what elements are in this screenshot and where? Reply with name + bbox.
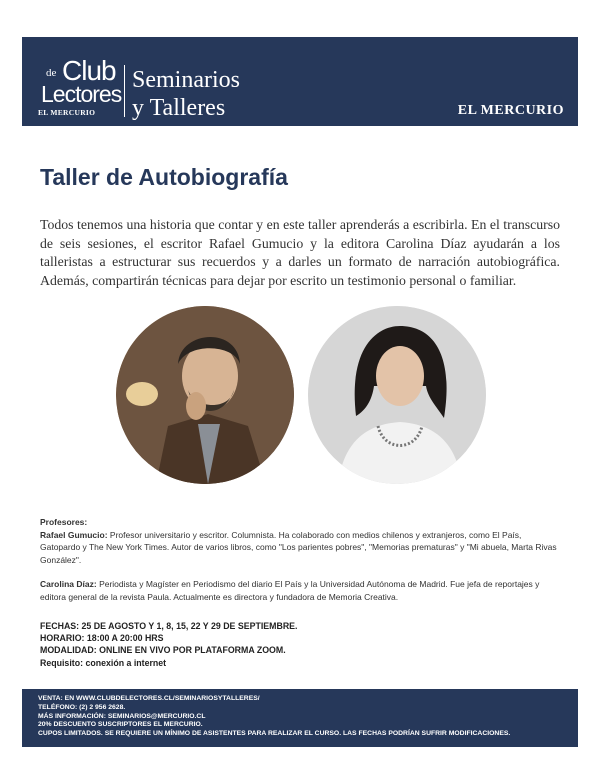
- profesor-bio: Profesor universitario y escritor. Columnista. Ha colaborado con medios chilenos y extranjeros, como El País, Gatopardo y The New York Times. Autor de varios libros, como "Los parientes pobres", "Memorias prematuras" y "Mi abuela, Marta Rivas González".: [40, 529, 557, 565]
- fechas-text: FECHAS: 25 DE AGOSTO Y 1, 8, 15, 22 Y 29 DE SEPTIEMBRE.: [40, 621, 298, 631]
- profesor-bio: Periodista y Magíster en Periodismo del diario El País y la Universidad Autónoma de Madrid. Fue jefa de reportajes y editora general de la revista Paula. Actualmente es directora y fundadora de Memoria Creativa.: [40, 579, 540, 602]
- page-title: Taller de Autobiografía: [40, 164, 288, 190]
- logo-club: Club: [62, 55, 116, 86]
- footer-descuento: 20% DESCUENTO SUSCRIPTORES EL MERCURIO.: [38, 721, 203, 729]
- profesor-name: Rafael Gumucio:: [40, 529, 108, 540]
- footer-email[interactable]: MÁS INFORMACIÓN: SEMINARIOS@MERCURIO.CL: [38, 712, 206, 720]
- modalidad-text: MODALIDAD: ONLINE EN VIVO POR PLATAFORMA ZOOM.: [40, 645, 286, 656]
- footer-cupos: CUPOS LIMITADOS. SE REQUIERE UN MÍNIMO DE ASISTENTES PARA REALIZAR EL CURSO. LAS FECHAS PODRÍAN SUFRIR MODIFICACIONES.: [38, 730, 511, 738]
- course-details: [40, 620, 298, 669]
- profesor-name: Carolina Díaz:: [40, 579, 97, 589]
- club-de-lectores-logo[interactable]: [38, 53, 138, 115]
- logo-lectores: Lectores: [41, 81, 122, 107]
- horario-text: HORARIO: 18:00 A 20:00 HRS: [40, 633, 164, 644]
- logo-de: de: [46, 67, 57, 79]
- footer-banner: [22, 689, 578, 747]
- carolina-diaz-photo: [308, 306, 486, 484]
- footer-telefono: TELÉFONO: (2) 2 956 2628.: [38, 703, 126, 711]
- brand-name: EL MERCURIO: [457, 103, 564, 118]
- profesor-rafael: [40, 529, 560, 567]
- program-title-line1: Seminarios: [132, 67, 240, 93]
- header-banner: [22, 37, 578, 126]
- requisito-text: Requisito: conexión a internet: [40, 657, 167, 668]
- profesores-section: [40, 516, 560, 603]
- footer-venta[interactable]: VENTA: EN WWW.CLUBDELECTORES.CL/SEMINARIOSYTALLERES/: [38, 695, 260, 702]
- program-title-line2: y Talleres: [132, 95, 226, 121]
- header-divider: [124, 65, 125, 117]
- logo-subtitle: EL MERCURIO: [38, 108, 96, 117]
- profesor-carolina: [40, 578, 560, 603]
- intro-paragraph: Todos tenemos una historia que contar y en este taller aprenderás a escribirla. En el transcurso de seis sesiones, el escritor Rafael Gumucio y la editora Carolina Díaz ayudarán a los talleristas a estructurar sus recuerdos y a darles un formato de narración autobiográfica. Además, compartirán técnicas para dejar por escrito un testimonio personal o familiar.: [40, 217, 560, 288]
- profesores-heading: Profesores:: [40, 517, 88, 527]
- rafael-gumucio-photo: [116, 306, 294, 484]
